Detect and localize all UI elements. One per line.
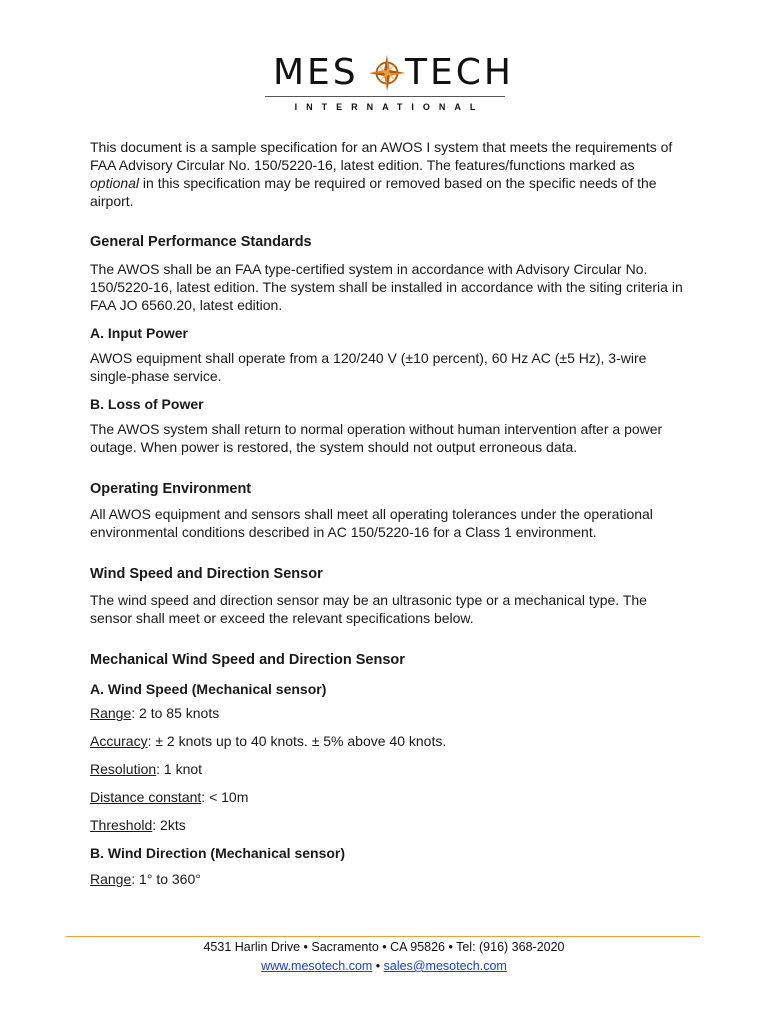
subheading-wind-speed: A. Wind Speed (Mechanical sensor) bbox=[90, 681, 327, 697]
heading-general-performance: General Performance Standards bbox=[90, 234, 312, 250]
subheading-input-power: A. Input Power bbox=[90, 325, 188, 341]
intro-text-2: in this specification may be required or removed based on the specific needs of the airport. bbox=[90, 175, 657, 209]
spec-range bbox=[90, 704, 219, 722]
logo-divider bbox=[265, 96, 505, 97]
intro-paragraph bbox=[90, 138, 690, 210]
spec-resolution-label: Resolution bbox=[90, 761, 157, 777]
loss-of-power-paragraph: The AWOS system shall return to normal operation without human intervention after a power outage. When power is restored, the system should not output erroneous data. bbox=[90, 421, 663, 455]
environment-paragraph: All AWOS equipment and sensors shall meet all operating tolerances under the operational environmental conditions described in AC 150/5220-16 for a Class 1 environment. bbox=[90, 506, 653, 540]
intro-optional: optional bbox=[90, 175, 140, 191]
spec-distance-value: : < 10m bbox=[201, 789, 249, 805]
wind-sensor-paragraph: The wind speed and direction sensor may be an ultrasonic type or a mechanical type. The sensor shall meet or exceed the relevant specifications below. bbox=[90, 592, 647, 626]
footer-divider bbox=[66, 936, 700, 937]
compass-rose-icon bbox=[368, 54, 406, 92]
intro-text-1: This document is a sample specification for an AWOS I system that meets the requirements of FAA Advisory Circular No. 150/5220-16, latest edition. The features/functions marked as bbox=[90, 139, 673, 173]
spec-direction-range-label: Range bbox=[90, 871, 132, 887]
footer-address: 4531 Harlin Drive • Sacramento • CA 95826 • Tel: (916) 368-2020 bbox=[203, 940, 565, 954]
spec-accuracy-label: Accuracy bbox=[90, 733, 148, 749]
heading-operating-environment: Operating Environment bbox=[90, 481, 252, 497]
spec-direction-range-value: : 1° to 360° bbox=[131, 871, 201, 887]
email-link[interactable]: sales@mesotech.com bbox=[383, 959, 507, 973]
spec-accuracy bbox=[90, 732, 446, 750]
spec-resolution-value: : 1 knot bbox=[156, 761, 203, 777]
spec-distance-constant bbox=[90, 788, 248, 806]
spec-resolution bbox=[90, 760, 202, 778]
spec-direction-range bbox=[90, 870, 201, 888]
logo-text-right: TECH bbox=[405, 52, 514, 93]
spec-threshold-label: Threshold bbox=[90, 817, 153, 833]
heading-mechanical-wind-sensor: Mechanical Wind Speed and Direction Sensor bbox=[90, 652, 405, 668]
heading-wind-sensor: Wind Speed and Direction Sensor bbox=[90, 566, 323, 582]
spec-accuracy-value: : ± 2 knots up to 40 knots. ± 5% above 40 knots. bbox=[147, 733, 447, 749]
spec-range-label: Range bbox=[90, 705, 132, 721]
subheading-loss-of-power: B. Loss of Power bbox=[90, 396, 204, 412]
footer-links bbox=[0, 959, 768, 973]
spec-distance-label: Distance constant bbox=[90, 789, 202, 805]
spec-threshold bbox=[90, 816, 186, 834]
company-logo bbox=[265, 52, 514, 114]
input-power-paragraph: AWOS equipment shall operate from a 120/240 V (±10 percent), 60 Hz AC (±5 Hz), 3-wire single-phase service. bbox=[90, 350, 647, 384]
footer-separator: • bbox=[372, 959, 384, 973]
spec-range-value: : 2 to 85 knots bbox=[131, 705, 220, 721]
general-paragraph: The AWOS shall be an FAA type-certified system in accordance with Advisory Circular No. 150/5220-16, latest edition. The system shall be installed in accordance with the siting criteria in FAA JO 6560.20, latest edition. bbox=[90, 261, 683, 313]
logo-subtitle: INTERNATIONAL bbox=[294, 102, 485, 112]
logo-text-left: MES bbox=[273, 52, 359, 93]
subheading-wind-direction: B. Wind Direction (Mechanical sensor) bbox=[90, 845, 346, 861]
website-link[interactable]: www.mesotech.com bbox=[261, 959, 373, 973]
spec-threshold-value: : 2kts bbox=[152, 817, 186, 833]
